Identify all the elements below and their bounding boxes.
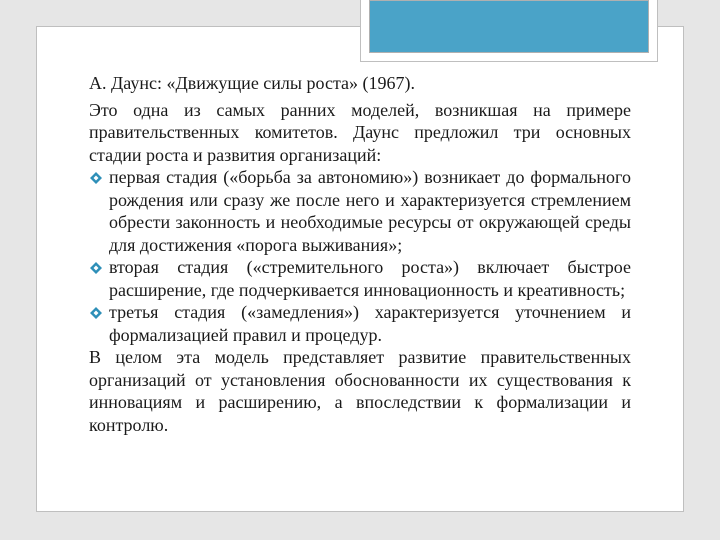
list-item — [89, 166, 631, 256]
accent-bar — [369, 0, 649, 53]
list-item-text: третья стадия («замедления») характеризуется уточнением и формализацией правил и процедур. — [109, 302, 631, 345]
slide-title: А. Даунс: «Движущие силы роста» (1967). — [89, 73, 416, 93]
chevron-diamond-icon — [89, 171, 103, 185]
list-item-text: вторая стадия («стремительного роста») включает быстрое расширение, где подчеркивается инновационность и креативность; — [109, 257, 631, 300]
stage-list — [89, 166, 631, 346]
slide-content — [89, 72, 631, 436]
list-item — [89, 256, 631, 301]
chevron-diamond-icon — [89, 261, 103, 275]
list-item-text: первая стадия («борьба за автономию») возникает до формального рождения или сразу же после него и характеризуется стремлением обрести законность и необходимые ресурсы от окружающей среды для достижения «порога выживания»; — [109, 167, 631, 255]
accent-decoration — [360, 0, 658, 62]
conclusion-paragraph: В целом эта модель представляет развитие правительственных организаций от установления обоснованности их существования к инновациям и расширению, а впоследствии к формализации и контролю. — [89, 347, 631, 435]
list-item — [89, 301, 631, 346]
intro-paragraph: Это одна из самых ранних моделей, возникшая на примере правительственных комитетов. Даунс предложил три основных стадии роста и развития организаций: — [89, 99, 631, 165]
chevron-diamond-icon — [89, 306, 103, 320]
